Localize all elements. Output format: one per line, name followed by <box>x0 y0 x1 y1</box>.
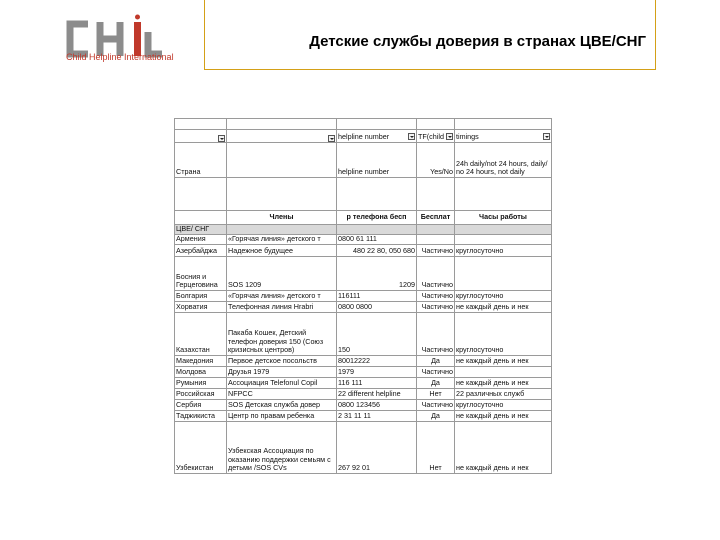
filter-cell[interactable]: helpline number <box>337 130 417 143</box>
table-cell: Болгария <box>175 291 227 302</box>
table-cell: Таджикиста <box>175 411 227 422</box>
table-cell <box>455 257 552 291</box>
table-cell: Частично <box>417 367 455 378</box>
filter-cell[interactable]: TF(child <box>417 130 455 143</box>
filter-cell[interactable]: timings <box>455 130 552 143</box>
table-cell: 150 <box>337 313 417 356</box>
table-cell: Частично <box>417 313 455 356</box>
table-cell: Пакаба Кошек, Детский телефон доверия 150 (Союз кризисных центров) <box>227 313 337 356</box>
table-row <box>175 302 552 313</box>
table-cell: Частично <box>417 245 455 257</box>
table-cell: круглосуточно <box>455 313 552 356</box>
table-cell: Казахстан <box>175 313 227 356</box>
dropdown-arrow-icon[interactable] <box>218 135 225 142</box>
table-cell: 80012222 <box>337 356 417 367</box>
table-cell: 0800 123456 <box>337 400 417 411</box>
table-cell: Надежное будущее <box>227 245 337 257</box>
table-cell: Российская <box>175 389 227 400</box>
table-cell: SOS Детская служба довер <box>227 400 337 411</box>
table-cell: не каждый день и нек <box>455 378 552 389</box>
table-cell: круглосуточно <box>455 245 552 257</box>
table-cell: Хорватия <box>175 302 227 313</box>
table-cell: Да <box>417 411 455 422</box>
page-title: Детские службы доверия в странах ЦВЕ/СНГ <box>309 33 646 50</box>
filter-cell[interactable] <box>227 130 337 143</box>
table-cell: Босния и Герцеговина <box>175 257 227 291</box>
table-cell: 22 различных служб <box>455 389 552 400</box>
table-cell: NFPCC <box>227 389 337 400</box>
table-cell <box>417 235 455 245</box>
table-cell: 267 92 01 <box>337 422 417 474</box>
table-row <box>175 422 552 474</box>
table-cell: Сербия <box>175 400 227 411</box>
table-cell: 0800 0800 <box>337 302 417 313</box>
blank-row <box>175 119 552 130</box>
table-row <box>175 367 552 378</box>
table-cell: Да <box>417 378 455 389</box>
dropdown-arrow-icon[interactable] <box>543 133 550 140</box>
table-cell: 0800 61 111 <box>337 235 417 245</box>
empty-row <box>175 178 552 211</box>
table-cell: Частично <box>417 302 455 313</box>
table-cell: «Горячая линия» детского т <box>227 291 337 302</box>
table-cell: 1979 <box>337 367 417 378</box>
table-cell: Ассоциация Telefonul Copil <box>227 378 337 389</box>
table-cell: 2 31 11 11 <box>337 411 417 422</box>
table-cell: 116 111 <box>337 378 417 389</box>
table-row <box>175 400 552 411</box>
header-row: Члены р телефона бесп Бесплат Часы работы <box>175 211 552 225</box>
table-row <box>175 245 552 257</box>
table-cell: Друзья 1979 <box>227 367 337 378</box>
logo-tagline: Child Helpline International <box>66 52 174 62</box>
table-cell: Азербайджа <box>175 245 227 257</box>
filter-row <box>175 130 552 143</box>
table-cell: Центр по правам ребенка <box>227 411 337 422</box>
table-cell: Румыния <box>175 378 227 389</box>
table-row <box>175 235 552 245</box>
table-cell <box>455 235 552 245</box>
table-cell: SOS 1209 <box>227 257 337 291</box>
table-cell: Нет <box>417 422 455 474</box>
table-cell: не каждый день и нек <box>455 411 552 422</box>
helplines-table <box>174 118 552 474</box>
table-cell: Да <box>417 356 455 367</box>
table-cell <box>455 367 552 378</box>
table-row <box>175 313 552 356</box>
table-cell: Нет <box>417 389 455 400</box>
table-cell: Телефонная линия Hrabri <box>227 302 337 313</box>
spreadsheet <box>174 118 551 480</box>
table-cell: Частично <box>417 257 455 291</box>
table-cell: Первое детское посольств <box>227 356 337 367</box>
subheader-row: Страна helpline number Yes/No 24h daily/not 24 hours, daily/ no 24 hours, not daily <box>175 143 552 178</box>
table-cell: Македония <box>175 356 227 367</box>
table-cell: 1209 <box>337 257 417 291</box>
table-row <box>175 378 552 389</box>
table-cell: Узбекистан <box>175 422 227 474</box>
table-cell: Частично <box>417 400 455 411</box>
table-cell: 22 different helpline <box>337 389 417 400</box>
table-row <box>175 356 552 367</box>
table-row <box>175 389 552 400</box>
table-cell: не каждый день и нек <box>455 422 552 474</box>
table-cell: круглосуточно <box>455 400 552 411</box>
table-cell: Молдова <box>175 367 227 378</box>
table-cell: Узбекская Ассоциация по оказанию поддержки семьям с детьми /SOS CVs <box>227 422 337 474</box>
dropdown-arrow-icon[interactable] <box>408 133 415 140</box>
dropdown-arrow-icon[interactable] <box>328 135 335 142</box>
table-cell: Частично <box>417 291 455 302</box>
table-cell: круглосуточно <box>455 291 552 302</box>
table-cell: 116111 <box>337 291 417 302</box>
table-row <box>175 291 552 302</box>
table-cell: не каждый день и нек <box>455 356 552 367</box>
region-row: ЦВЕ/ СНГ <box>175 225 552 235</box>
filter-cell[interactable] <box>175 130 227 143</box>
table-cell: не каждый день и нек <box>455 302 552 313</box>
table-cell: «Горячая линия» детского т <box>227 235 337 245</box>
dropdown-arrow-icon[interactable] <box>446 133 453 140</box>
table-row <box>175 257 552 291</box>
table-cell: 480 22 80, 050 680 <box>337 245 417 257</box>
table-cell: Армения <box>175 235 227 245</box>
table-row <box>175 411 552 422</box>
